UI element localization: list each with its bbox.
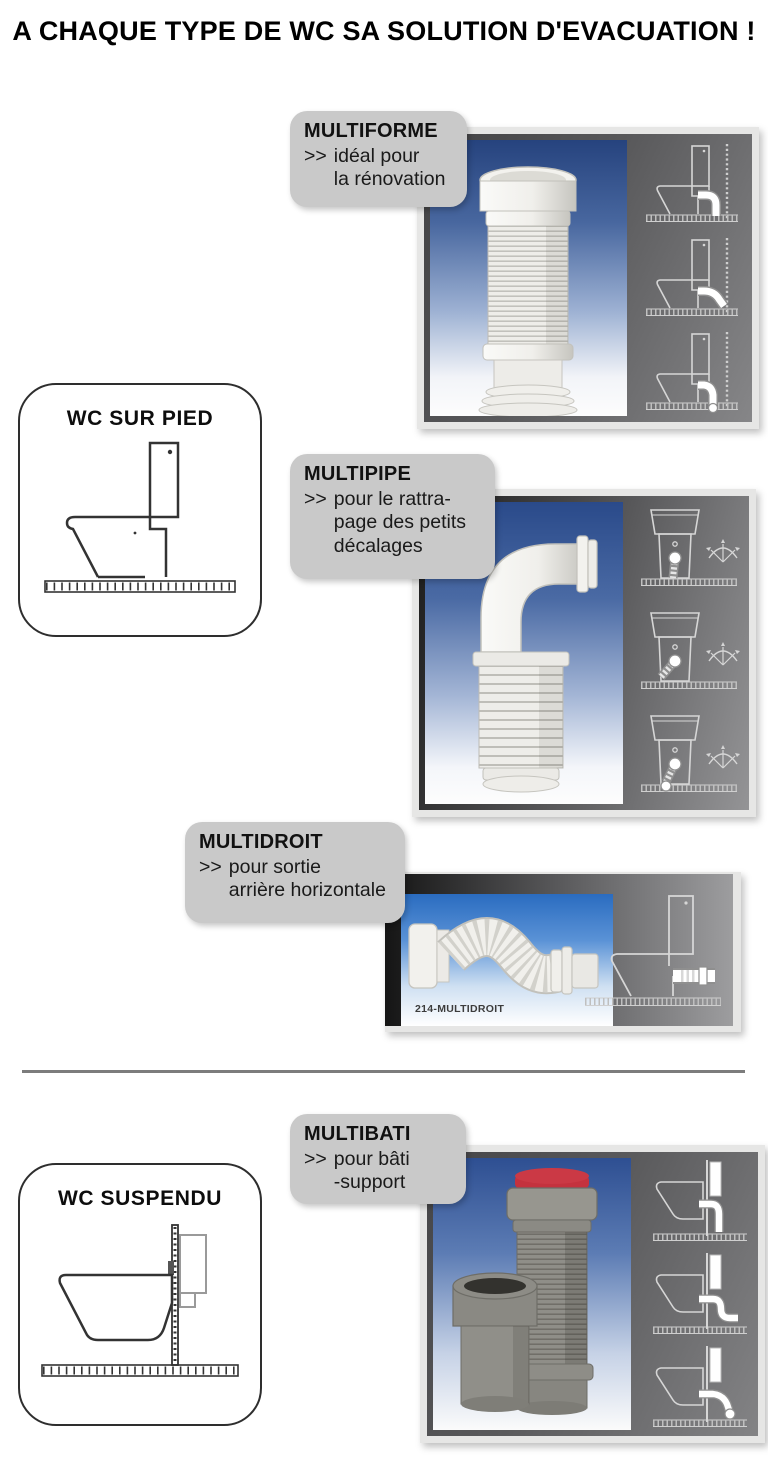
product-tagline-multipipe: [304, 488, 485, 558]
tagline-line: pour sortie: [228, 856, 321, 878]
wc-type-title-sur-pied: WC SUR PIED: [66, 407, 214, 430]
tagline-line: pour le rattra-: [333, 488, 451, 510]
product-panel-multidroit: [385, 872, 741, 1032]
tagline-line: idéal pour: [333, 145, 420, 167]
product-label-multipipe: [290, 454, 495, 579]
product-panel-multibati: [420, 1145, 765, 1443]
wc-type-title-suspendu: WC SUSPENDU: [57, 1187, 223, 1210]
installation-diagrams-multibati: [637, 1152, 758, 1436]
product-tagline-multibati: [304, 1148, 456, 1195]
wall-hung-toilet-drawing: [34, 1213, 246, 1388]
horizontal-outlet-wc-diagram: [577, 884, 727, 1022]
product-photo-multibati: [433, 1158, 631, 1430]
wall-hung-wc-diagram-elbow: [643, 1342, 753, 1432]
product-reference-caption: 214-MULTIDROIT: [415, 1003, 505, 1015]
product-name-multidroit: MULTIDROIT: [199, 831, 323, 853]
product-tagline-multidroit: [199, 856, 395, 903]
product-label-multibati: [290, 1114, 466, 1204]
installation-diagrams-multiforme: [633, 134, 752, 422]
product-label-multidroit: [185, 822, 405, 923]
multibati-grey-pipes-image: [433, 1158, 631, 1430]
product-name-multipipe: MULTIPIPE: [304, 463, 411, 485]
product-panel-multiforme: [417, 127, 759, 429]
tagline-line: arrière horizontale: [228, 879, 386, 902]
product-name-multibati: MULTIBATI: [304, 1123, 411, 1145]
floor-wc-install-diagram-angled-outlet: [640, 233, 746, 323]
tagline-line: décalages: [333, 534, 423, 557]
wall-hung-wc-diagram-s-bend: [643, 1249, 753, 1339]
chevrons-prefix: >>: [304, 145, 327, 167]
wall-hung-wc-diagram-straight: [643, 1156, 753, 1246]
chevrons-prefix: >>: [304, 488, 327, 510]
chevrons-prefix: >>: [199, 856, 222, 878]
installation-diagrams-multipipe: [629, 496, 749, 810]
chevrons-prefix: >>: [304, 1148, 327, 1170]
tagline-line: -support: [333, 1171, 406, 1194]
offset-wc-diagram-angled: [633, 605, 745, 701]
wc-type-box-suspendu: [18, 1163, 262, 1426]
wc-type-box-sur-pied: [18, 383, 262, 637]
offset-wc-diagram-swivel: [633, 708, 745, 804]
floor-standing-toilet-drawing: [35, 433, 245, 603]
section-divider: [22, 1070, 745, 1073]
product-label-multiforme: [290, 111, 467, 207]
tagline-line: page des petits: [333, 511, 467, 534]
floor-wc-install-diagram-wall-outlet: [640, 139, 746, 229]
product-name-multiforme: MULTIFORME: [304, 120, 438, 142]
floor-wc-install-diagram-floor-outlet: [640, 327, 746, 417]
offset-wc-diagram-vertical: [633, 502, 745, 598]
tagline-line: la rénovation: [333, 168, 446, 191]
product-tagline-multiforme: [304, 145, 457, 192]
tagline-line: pour bâti: [333, 1148, 410, 1170]
page-title: A CHAQUE TYPE DE WC SA SOLUTION D'EVACUATION !: [12, 16, 756, 46]
